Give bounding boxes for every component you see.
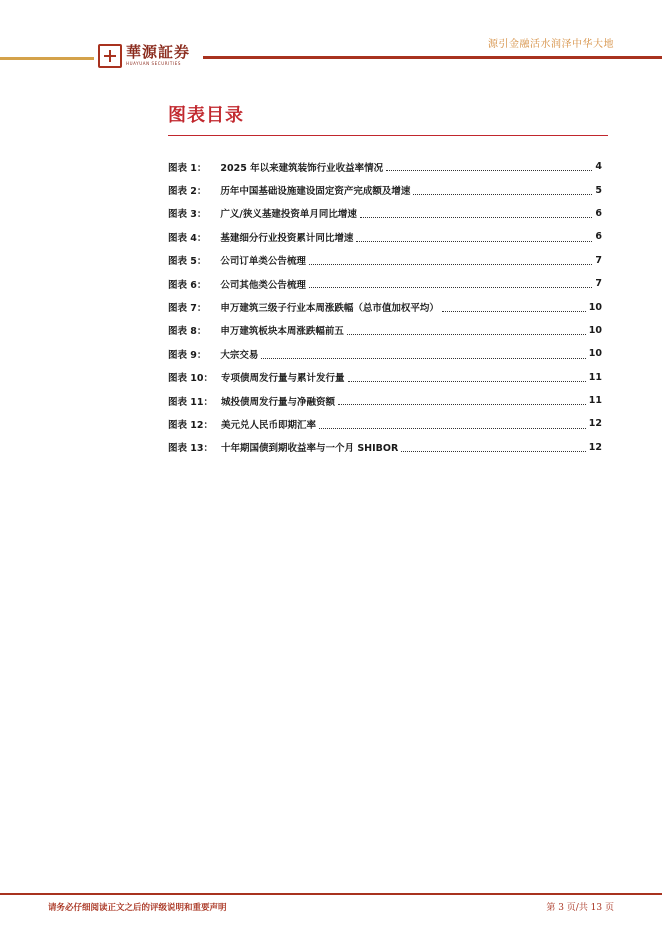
toc-entry-page: 6 xyxy=(595,231,602,243)
toc-entry-title: 公司其他类公告梳理 xyxy=(220,279,306,291)
toc-entry-title: 申万建筑三级子行业本周涨跌幅（总市值加权平均） xyxy=(220,303,439,315)
toc-title: 图表目录 xyxy=(168,105,244,126)
toc-entry-title: 历年中国基础设施建设固定资产完成额及增速 xyxy=(220,186,411,198)
toc-leader-dots xyxy=(319,427,586,429)
toc-leader-dots xyxy=(309,263,592,265)
toc-entry-title: 广义/狭义基建投资单月同比增速 xyxy=(220,209,357,221)
toc-leader-dots xyxy=(401,450,585,452)
toc-leader-dots xyxy=(348,380,586,382)
toc-entry-label: 图表 3： xyxy=(168,209,207,221)
toc-entry-title: 公司订单类公告梳理 xyxy=(220,256,306,268)
toc-entry-label: 图表 7： xyxy=(168,303,207,315)
toc-entry-title: 申万建筑板块本周涨跌幅前五 xyxy=(220,326,344,338)
brand-logo xyxy=(98,44,190,68)
toc-leader-dots xyxy=(261,357,585,359)
toc-entry-title: 2025 年以来建筑装饰行业收益率情况 xyxy=(220,162,384,174)
toc-entry-title: 十年期国债到期收益率与一个月 SHIBOR xyxy=(221,443,399,455)
toc-list xyxy=(168,155,602,459)
toc-entry-label: 图表 10： xyxy=(168,373,214,385)
toc-entry[interactable] xyxy=(168,272,602,295)
toc-leader-dots xyxy=(356,240,592,242)
footer-disclaimer: 请务必仔细阅读正文之后的评级说明和重要声明 xyxy=(48,903,227,913)
toc-entry[interactable] xyxy=(168,389,602,412)
toc-entry-title: 专项债周发行量与累计发行量 xyxy=(221,373,345,385)
toc-entry-label: 图表 1： xyxy=(168,162,207,174)
toc-entry-label: 图表 4： xyxy=(168,232,207,244)
page-header xyxy=(0,0,662,80)
toc-entry-label: 图表 2： xyxy=(168,186,207,198)
toc-entry-label: 图表 13： xyxy=(168,443,214,455)
toc-entry[interactable] xyxy=(168,342,602,365)
brand-name-cn: 華源証券 xyxy=(126,43,191,61)
toc-entry-page: 7 xyxy=(595,278,602,290)
toc-entry-page: 4 xyxy=(595,161,602,173)
toc-leader-dots xyxy=(309,286,592,288)
toc-entry[interactable] xyxy=(168,366,602,389)
toc-leader-dots xyxy=(442,310,586,312)
toc-leader-dots xyxy=(360,216,592,218)
header-slogan: 源引金融活水润泽中华大地 xyxy=(488,39,614,50)
toc-entry-title: 大宗交易 xyxy=(220,349,259,361)
toc-entry[interactable] xyxy=(168,412,602,435)
toc-entry-page: 5 xyxy=(595,184,602,196)
logo-seal-icon xyxy=(98,44,122,68)
toc-entry[interactable] xyxy=(168,155,602,178)
logo-text xyxy=(126,44,190,67)
toc-entry-page: 11 xyxy=(588,371,602,383)
toc-leader-dots xyxy=(413,193,592,195)
toc-entry-label: 图表 11： xyxy=(168,396,214,408)
toc-entry[interactable] xyxy=(168,436,602,459)
toc-entry[interactable] xyxy=(168,178,602,201)
toc-entry-page: 11 xyxy=(588,395,602,407)
toc-entry[interactable] xyxy=(168,202,602,225)
toc-entry-title: 基建细分行业投资累计同比增速 xyxy=(220,232,354,244)
toc-entry-label: 图表 6： xyxy=(168,279,207,291)
page-number: 第 3 页/共 13 页 xyxy=(546,903,614,913)
toc-entry[interactable] xyxy=(168,319,602,342)
toc-leader-dots xyxy=(386,169,592,171)
toc-entry-page: 6 xyxy=(595,207,602,219)
toc-entry[interactable] xyxy=(168,249,602,272)
toc-entry[interactable] xyxy=(168,295,602,318)
toc-leader-dots xyxy=(347,333,586,335)
toc-entry-page: 12 xyxy=(588,441,602,453)
toc-entry-page: 7 xyxy=(595,254,602,266)
header-red-line xyxy=(203,56,662,59)
toc-title-rule xyxy=(168,135,608,136)
toc-entry-page: 12 xyxy=(588,418,602,430)
toc-entry-label: 图表 9： xyxy=(168,349,207,361)
toc-entry-page: 10 xyxy=(588,324,602,336)
toc-entry[interactable] xyxy=(168,225,602,248)
toc-entry-page: 10 xyxy=(588,348,602,360)
toc-entry-label: 图表 8： xyxy=(168,326,207,338)
toc-entry-title: 美元兑人民币即期汇率 xyxy=(221,419,317,431)
toc-entry-title: 城投债周发行量与净融资额 xyxy=(221,396,336,408)
toc-entry-label: 图表 12： xyxy=(168,419,214,431)
header-gold-line xyxy=(0,57,94,60)
toc-entry-label: 图表 5： xyxy=(168,256,207,268)
toc-leader-dots xyxy=(338,403,586,405)
footer-rule xyxy=(0,893,662,895)
brand-name-en: HUAYUAN SECURITIES xyxy=(126,61,181,66)
toc-entry-page: 10 xyxy=(588,301,602,313)
